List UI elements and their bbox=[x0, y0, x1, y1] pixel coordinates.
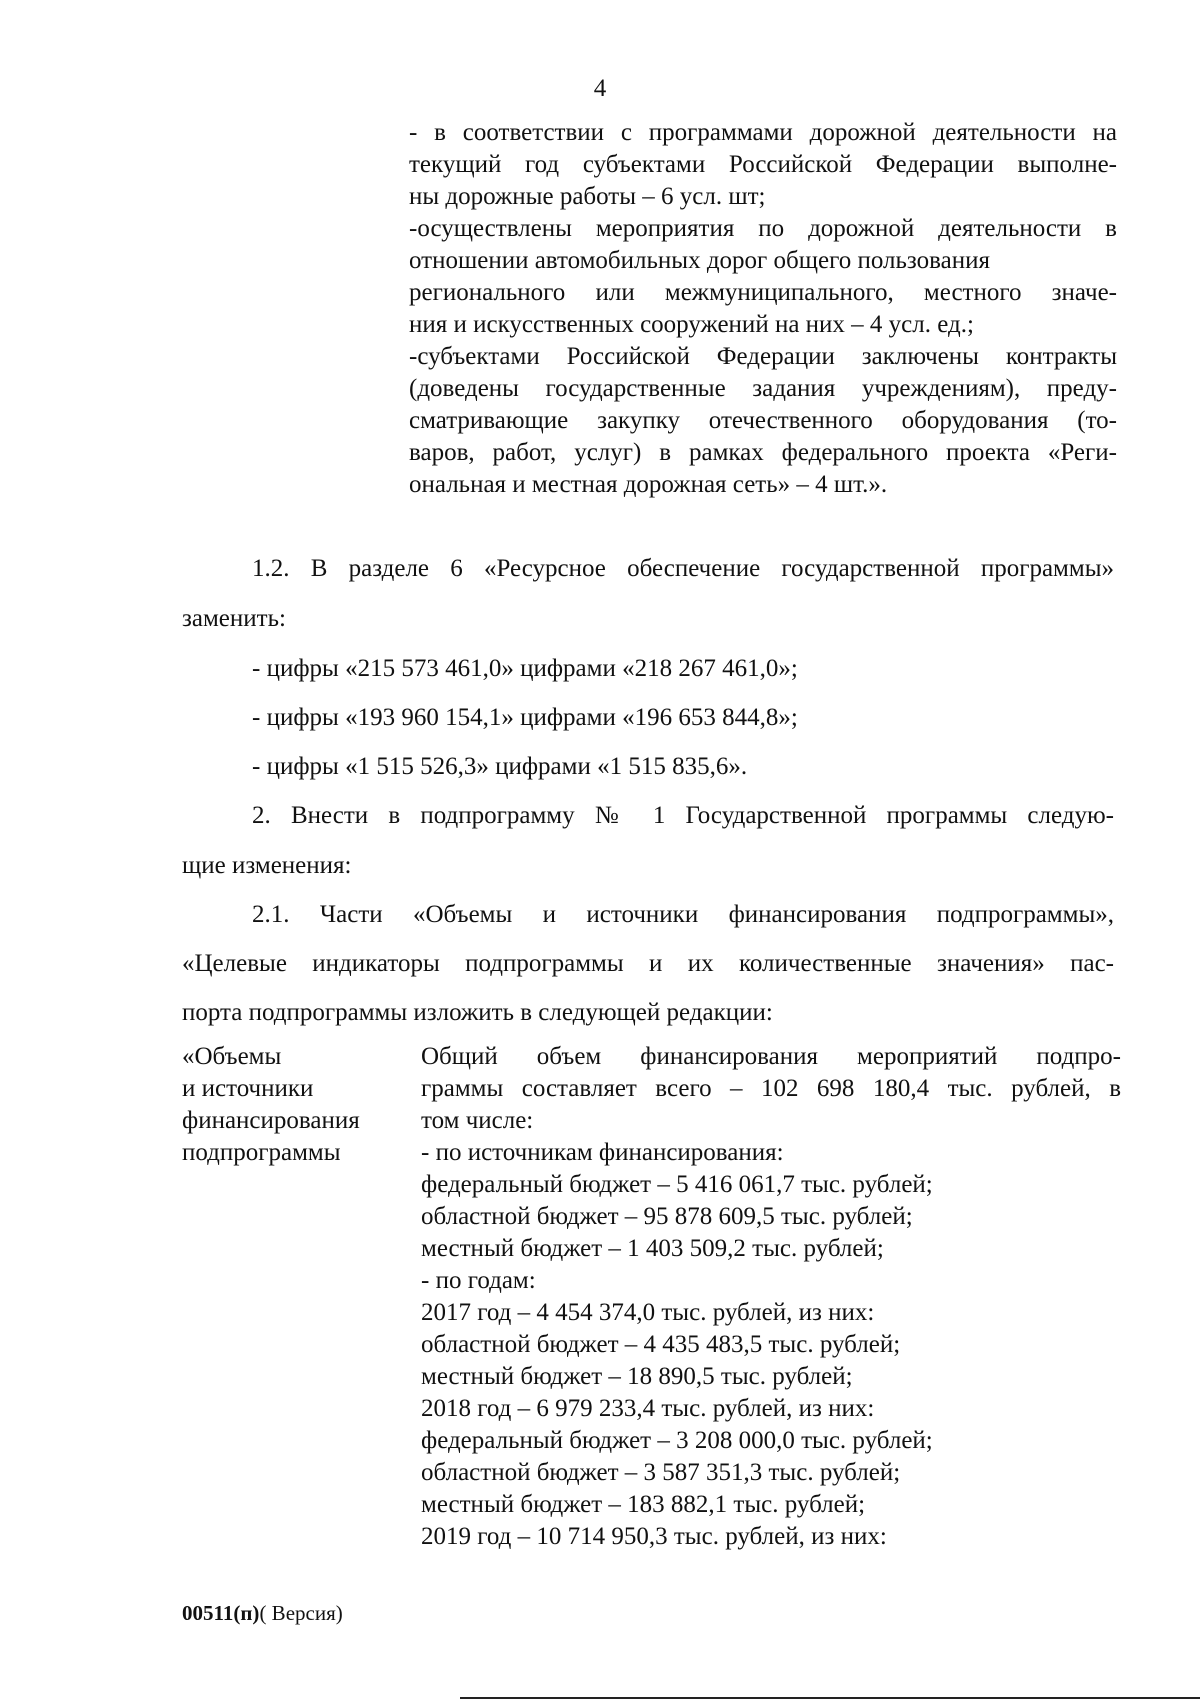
table-value-line: - по годам: bbox=[421, 1267, 536, 1294]
document-code: 00511(п) bbox=[182, 1601, 260, 1625]
replacement-item-1: - цифры «215 573 461,0» цифрами «218 267 461,0»; bbox=[252, 655, 798, 682]
text-line: - в соответствии с программами дорожной деятельности на bbox=[409, 119, 1117, 146]
text-line: текущий год субъектами Российской Федерации выполне- bbox=[409, 151, 1117, 178]
text-line: ональная и местная дорожная сеть» – 4 шт.». bbox=[409, 471, 888, 498]
replacement-item-3: - цифры «1 515 526,3» цифрами «1 515 835,6». bbox=[252, 753, 748, 780]
table-label-line: и источники bbox=[182, 1075, 314, 1102]
table-value-line: местный бюджет – 183 882,1 тыс. рублей; bbox=[421, 1491, 866, 1518]
table-label-line: финансирования bbox=[182, 1107, 360, 1134]
page-number: 4 bbox=[593, 75, 607, 102]
text-line: регионального или межмуниципального, местного значе- bbox=[409, 279, 1117, 306]
table-label-line: подпрограммы bbox=[182, 1139, 341, 1166]
table-value-line: федеральный бюджет – 3 208 000,0 тыс. рублей; bbox=[421, 1427, 933, 1454]
table-value-line: областной бюджет – 4 435 483,5 тыс. рублей; bbox=[421, 1331, 901, 1358]
passport-table-value-cell bbox=[421, 1041, 1121, 1553]
table-label-line: «Объемы bbox=[182, 1043, 282, 1070]
table-value-line: 2019 год – 10 714 950,3 тыс. рублей, из них: bbox=[421, 1523, 887, 1550]
text-line: варов, работ, услуг) в рамках федерального проекта «Реги- bbox=[409, 439, 1117, 466]
amendment-quote-block bbox=[409, 117, 1117, 501]
table-value-line: 2018 год – 6 979 233,4 тыс. рублей, из них: bbox=[421, 1395, 875, 1422]
paragraph-2-1-line-3: порта подпрограммы изложить в следующей редакции: bbox=[182, 999, 773, 1026]
table-value-line: 2017 год – 4 454 374,0 тыс. рублей, из них: bbox=[421, 1299, 875, 1326]
table-value-line: - по источникам финансирования: bbox=[421, 1139, 784, 1166]
text-line: ны дорожные работы – 6 усл. шт; bbox=[409, 183, 766, 210]
document-footer-code bbox=[182, 1600, 343, 1626]
text-line: отношении автомобильных дорог общего пользования bbox=[409, 247, 990, 274]
bottom-rule-divider bbox=[460, 1697, 1200, 1699]
document-version: ( Версия) bbox=[259, 1601, 343, 1625]
text-line: -субъектами Российской Федерации заключены контракты bbox=[409, 343, 1117, 370]
text-line: -осуществлены мероприятия по дорожной деятельности в bbox=[409, 215, 1117, 242]
paragraph-1-2-line-1: 1.2. В разделе 6 «Ресурсное обеспечение государственной программы» bbox=[252, 555, 1114, 582]
paragraph-2-1-line-1: 2.1. Части «Объемы и источники финансирования подпрограммы», bbox=[252, 901, 1114, 928]
table-value-line: областной бюджет – 3 587 351,3 тыс. рублей; bbox=[421, 1459, 901, 1486]
table-value-line: областной бюджет – 95 878 609,5 тыс. рублей; bbox=[421, 1203, 913, 1230]
paragraph-1-2-line-2: заменить: bbox=[182, 605, 286, 632]
table-value-line: Общий объем финансирования мероприятий подпро- bbox=[421, 1043, 1121, 1070]
table-value-line: граммы составляет всего – 102 698 180,4 тыс. рублей, в bbox=[421, 1075, 1121, 1102]
table-value-line: том числе: bbox=[421, 1107, 534, 1134]
paragraph-2-line-2: щие изменения: bbox=[182, 852, 352, 879]
table-value-line: местный бюджет – 18 890,5 тыс. рублей; bbox=[421, 1363, 853, 1390]
passport-table-label-cell bbox=[182, 1041, 402, 1169]
text-line: (доведены государственные задания учреждениям), преду- bbox=[409, 375, 1117, 402]
table-value-line: федеральный бюджет – 5 416 061,7 тыс. рублей; bbox=[421, 1171, 933, 1198]
replacement-item-2: - цифры «193 960 154,1» цифрами «196 653 844,8»; bbox=[252, 704, 798, 731]
paragraph-2-line-1: 2. Внести в подпрограмму № 1 Государственной программы следую- bbox=[252, 802, 1114, 829]
text-line: сматривающие закупку отечественного оборудования (то- bbox=[409, 407, 1117, 434]
table-value-line: местный бюджет – 1 403 509,2 тыс. рублей; bbox=[421, 1235, 884, 1262]
paragraph-2-1-line-2: «Целевые индикаторы подпрограммы и их количественные значения» пас- bbox=[182, 950, 1114, 977]
text-line: ния и искусственных сооружений на них – 4 усл. ед.; bbox=[409, 311, 974, 338]
